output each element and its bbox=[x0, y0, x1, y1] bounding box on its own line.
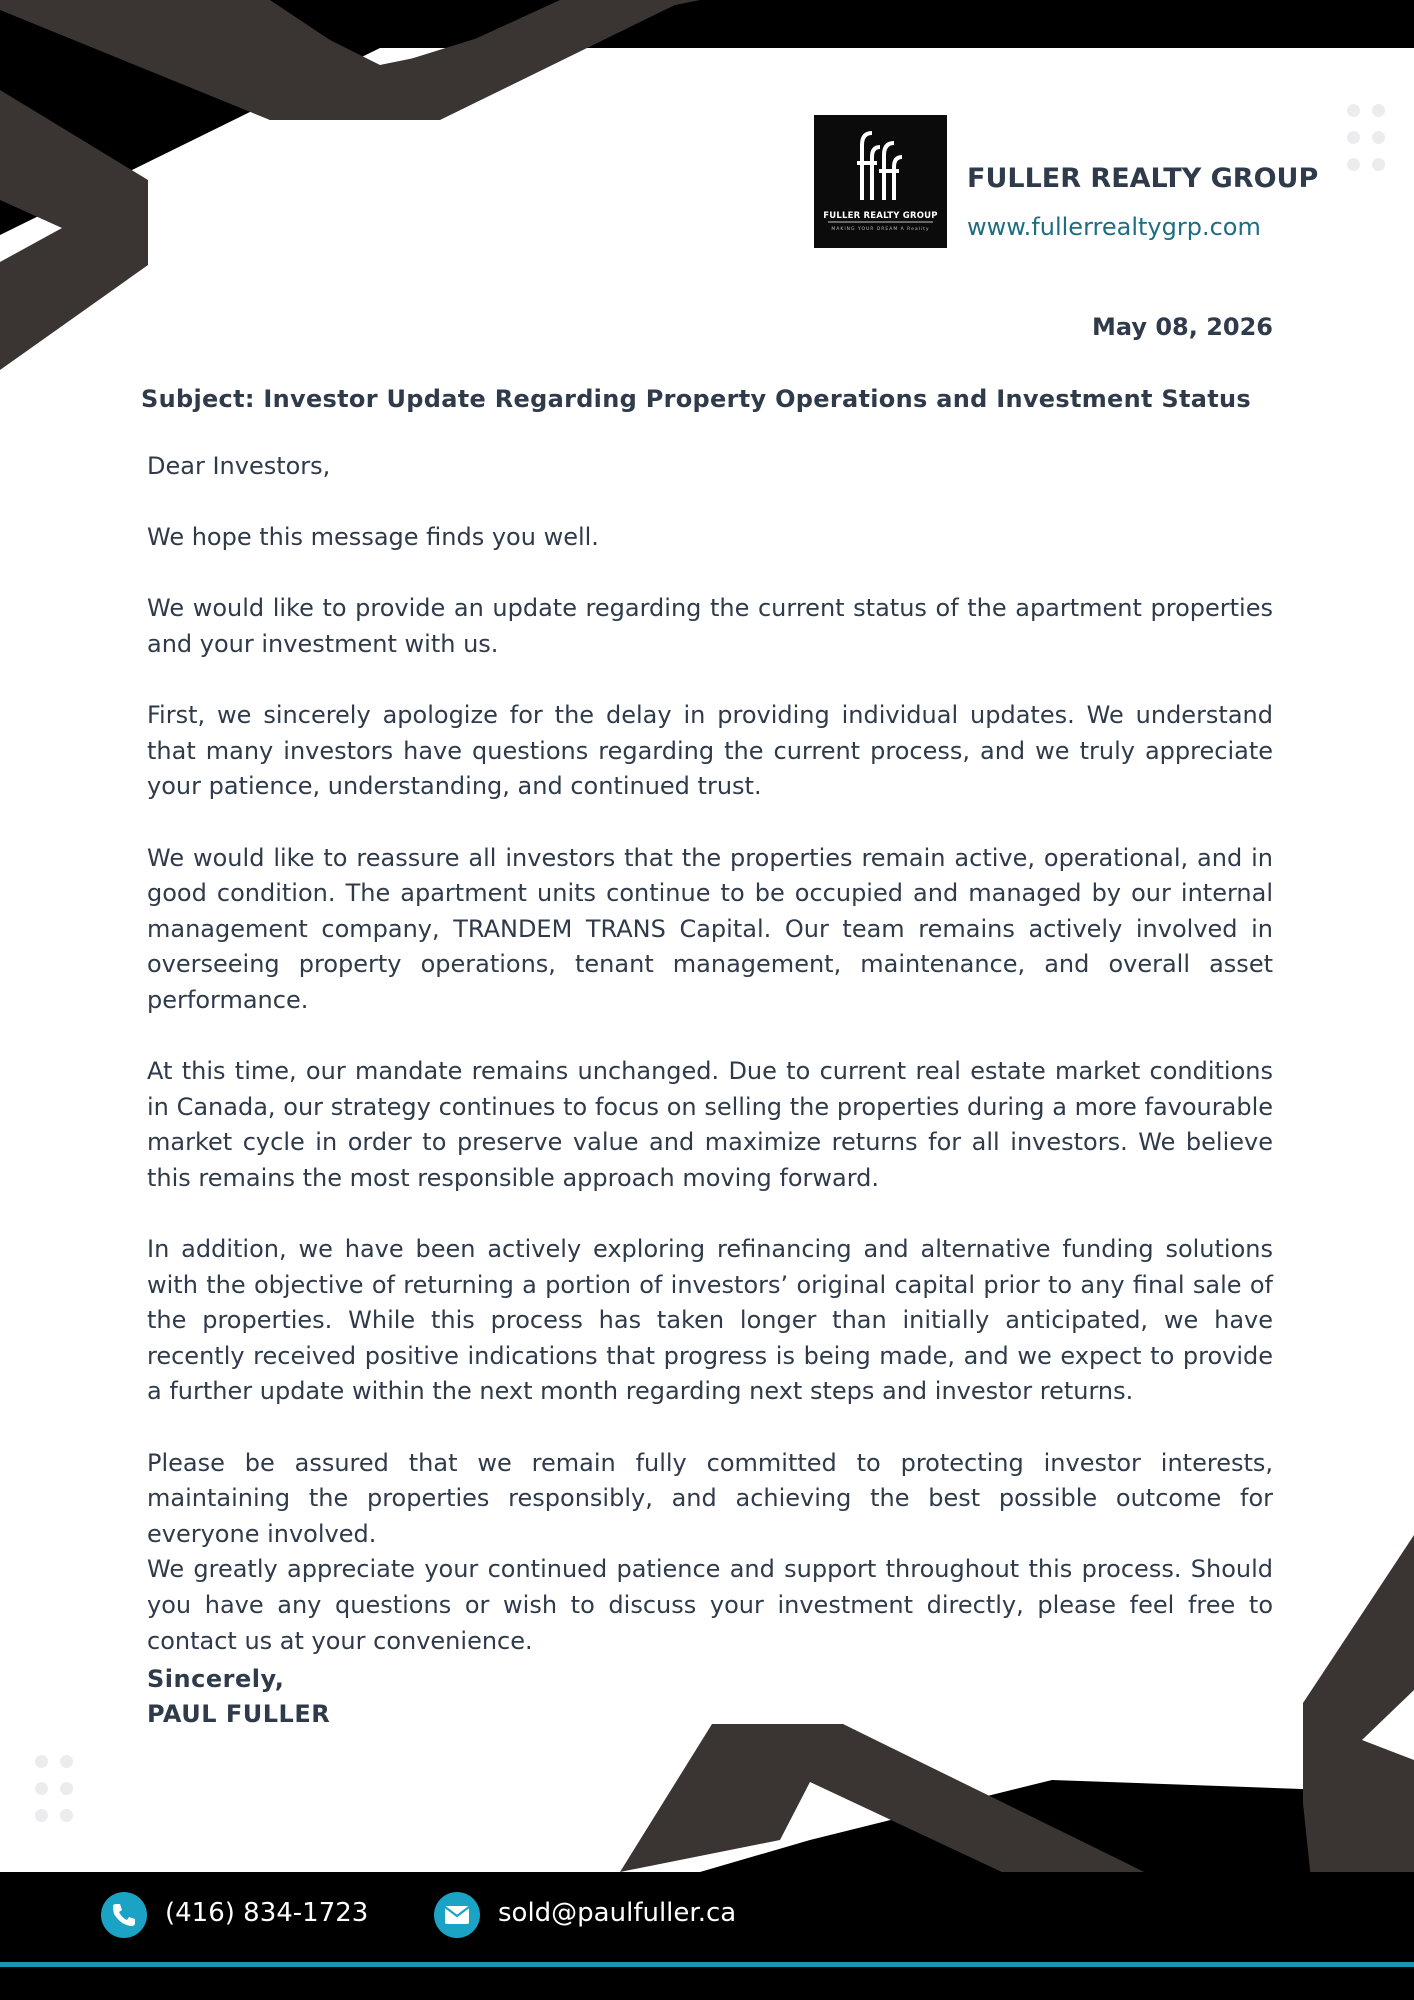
paragraph: Please be assured that we remain fully committed to protecting investor interests, maintaining the properties responsibly, and achieving the best possible outcome for everyone involved. bbox=[147, 1448, 1273, 1548]
salutation: Dear Investors, bbox=[147, 452, 331, 480]
footer-phone[interactable]: (416) 834-1723 bbox=[165, 1898, 369, 1928]
paragraph: We would like to provide an update regarding the current status of the apartment properties and your investment with us. bbox=[147, 594, 1273, 658]
paragraph: We greatly appreciate your continued patience and support throughout this process. Should you have any questions or wish to discuss your investment directly, please feel free to contact us at your convenience. bbox=[147, 1555, 1273, 1655]
paragraph: We would like to reassure all investors that the properties remain active, operational, and in good condition. The apartment units continue to be occupied and managed by our internal management company, TRANDEM TRANS Capital. Our team remains actively involved in overseeing property operations, tenant management, maintenance, and overall asset performance. bbox=[147, 843, 1273, 1014]
paragraph: We hope this message finds you well. bbox=[147, 523, 599, 552]
paragraph: At this time, our mandate remains unchanged. Due to current real estate market conditions in Canada, our strategy continues to focus on selling the properties during a more favourable market cycle in order to preserve value and maximize returns for all investors. We believe this remains the most responsible approach moving forward. bbox=[147, 1057, 1273, 1192]
company-website-link[interactable]: www.fullerrealtygrp.com bbox=[967, 213, 1261, 241]
paragraph: In addition, we have been actively exploring refinancing and alternative funding solutions with the objective of returning a portion of investors’ original capital prior to any final sale of the properties. While this process has taken longer than initially anticipated, we have recently received positive indications that progress is being made, and we expect to provide a further update within the next month regarding next steps and investor returns. bbox=[147, 1235, 1273, 1406]
decorative-dots-bottom-left bbox=[35, 1755, 75, 1823]
letter-body bbox=[147, 449, 1273, 1695]
company-name: FULLER REALTY GROUP bbox=[967, 163, 1319, 194]
footer-accent-line bbox=[0, 1962, 1414, 1967]
phone-icon bbox=[101, 1892, 147, 1938]
footer bbox=[0, 1872, 1414, 2000]
logo-tagline: MAKING YOUR DREAM A Reality bbox=[831, 227, 930, 232]
paragraph: First, we sincerely apologize for the delay in providing individual updates. We understand that many investors have questions regarding the current process, and we truly appreciate your patience, understanding, and continued trust. bbox=[147, 701, 1273, 801]
logo-text: FULLER REALTY GROUP bbox=[823, 211, 938, 221]
signer-name: PAUL FULLER bbox=[147, 1700, 331, 1728]
closing-text: Sincerely, bbox=[147, 1665, 285, 1693]
company-logo bbox=[814, 115, 947, 248]
envelope-icon bbox=[434, 1892, 480, 1938]
footer-email[interactable]: sold@paulfuller.ca bbox=[498, 1898, 737, 1928]
decorative-dots-top-right bbox=[1347, 104, 1387, 172]
letter-subject: Subject: Investor Update Regarding Property Operations and Investment Status bbox=[141, 385, 1252, 413]
signature-block bbox=[147, 1662, 330, 1732]
letter-date: May 08, 2026 bbox=[1091, 313, 1273, 341]
